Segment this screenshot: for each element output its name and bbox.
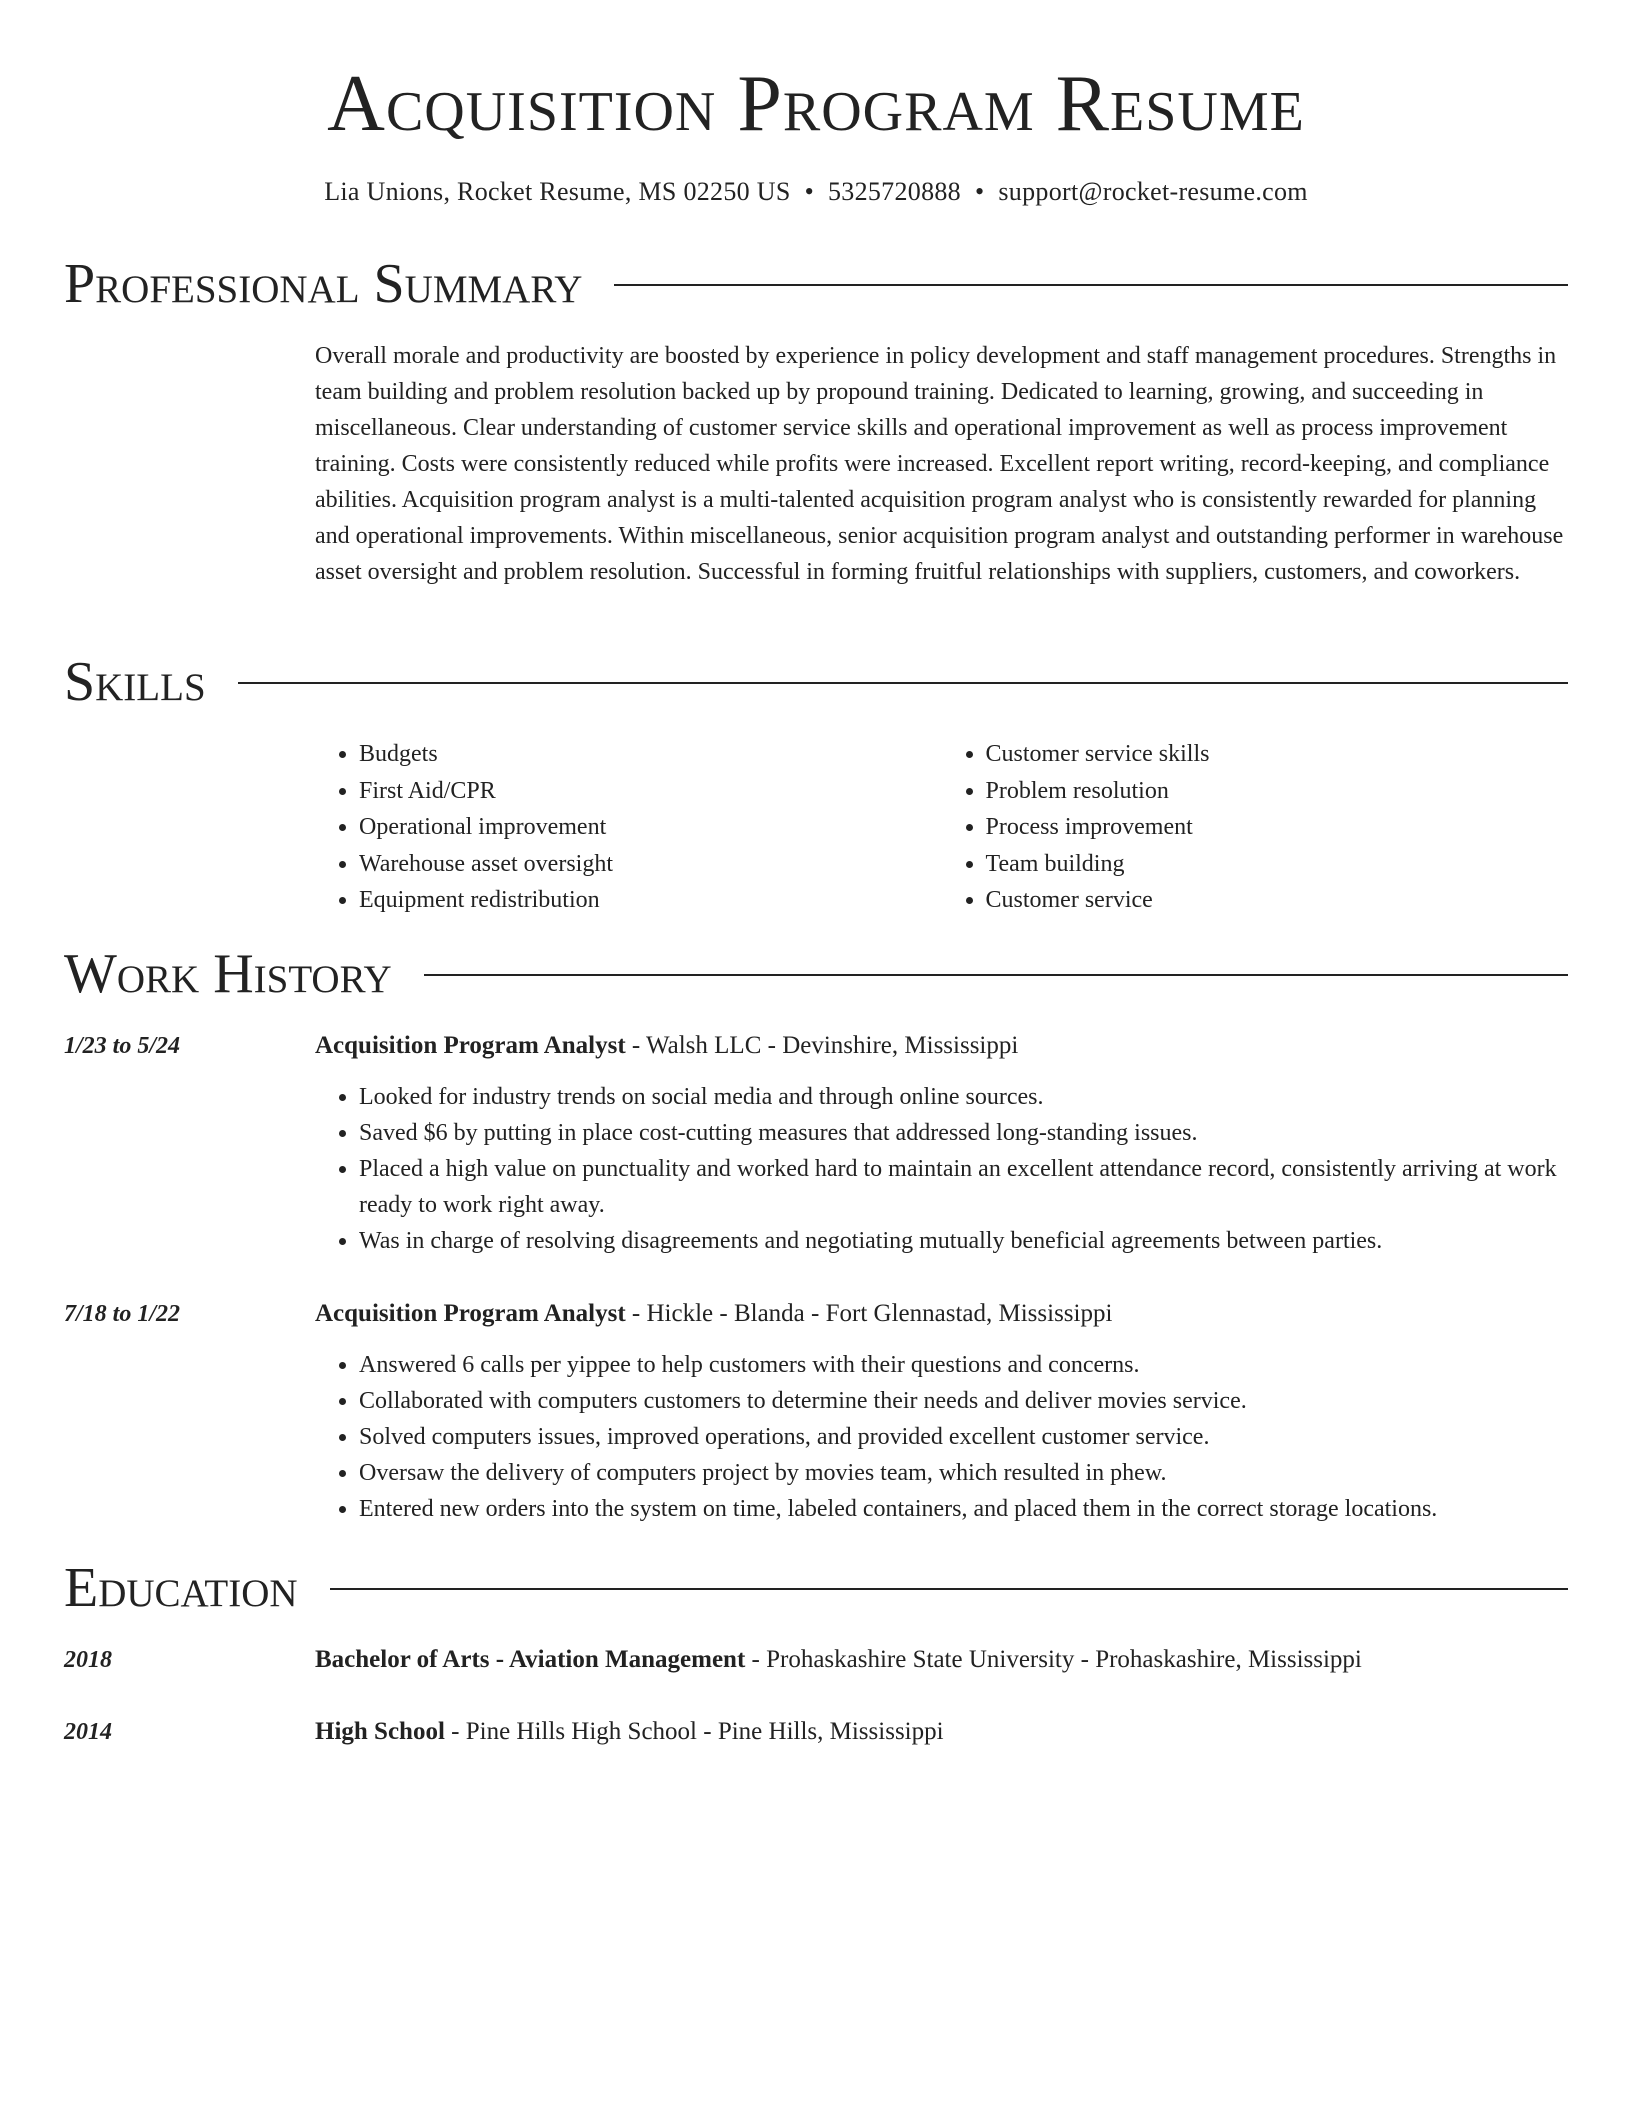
- contact-email[interactable]: support@rocket-resume.com: [998, 177, 1308, 206]
- education-year: 2014: [64, 1719, 112, 1745]
- skill-item: • Customer service: [986, 882, 1569, 919]
- education-degree: High School: [315, 1718, 445, 1745]
- skills-column-right: [942, 736, 1569, 919]
- job-bullet: • Solved computers issues, improved operations, and provided excellent customer service.: [359, 1419, 1568, 1455]
- skills-section-header: [64, 650, 1568, 714]
- contact-phone: 5325720888: [827, 177, 961, 206]
- skill-item: • Warehouse asset oversight: [359, 846, 942, 883]
- job-dates: 1/23 to 5/24: [64, 1033, 181, 1059]
- summary-paragraph: Overall morale and productivity are boosted by experience in policy development and staff management procedures. Strengths in team building and problem resolution backed up by propound training. Dedicated to learning, growing, and succeeding in miscellaneous. Clear understanding of customer service skills and operational improvement as well as process improvement training. Costs were consistently reduced while profits were increased. Excellent report writing, record-keeping, and compliance abilities. Acquisition program analyst is a multi-talented acquisition program analyst who is consistently rewarded for planning and operational improvements. Within miscellaneous, senior acquisition program analyst and outstanding performer in warehouse asset oversight and problem resolution. Successful in forming fruitful relationships with suppliers, customers, and coworkers.: [315, 343, 1564, 585]
- skill-item: • Operational improvement: [359, 809, 942, 846]
- section-divider: [330, 1588, 1568, 1590]
- job-title: Acquisition Program Analyst: [315, 1032, 626, 1059]
- job-bullet: • Placed a high value on punctuality and worked hard to maintain an excellent attendance record, consistently arriving at work ready to work right away.: [359, 1151, 1568, 1223]
- skill-item: • Equipment redistribution: [359, 882, 942, 919]
- contact-address: Lia Unions, Rocket Resume, MS 02250 US: [324, 177, 791, 206]
- education-headline: [315, 1643, 1568, 1677]
- education-details: - Prohaskashire State University - Prohaskashire, Mississippi: [745, 1646, 1362, 1673]
- section-divider: [614, 284, 1568, 286]
- job-title: Acquisition Program Analyst: [315, 1300, 626, 1327]
- job-headline: [315, 1297, 1568, 1331]
- contact-line: [0, 176, 1632, 208]
- job-headline: [315, 1029, 1568, 1063]
- job-bullet: • Oversaw the delivery of computers project by movies team, which resulted in phew.: [359, 1455, 1568, 1491]
- job-bullet: • Saved $6 by putting in place cost-cutting measures that addressed long-standing issues.: [359, 1115, 1568, 1151]
- skills-list: [315, 736, 1568, 919]
- skills-column-left: [315, 736, 942, 919]
- job-bullet: • Looked for industry trends on social media and through online sources.: [359, 1079, 1568, 1115]
- contact-separator: •: [804, 177, 814, 206]
- education-year: 2018: [64, 1647, 112, 1673]
- work-section-header: [64, 942, 1568, 1006]
- education-degree: Bachelor of Arts - Aviation Management: [315, 1646, 746, 1673]
- skill-item: • Process improvement: [986, 809, 1569, 846]
- skills-heading: Skills: [64, 651, 206, 713]
- job-bullet: • Entered new orders into the system on time, labeled containers, and placed them in the correct storage locations.: [359, 1491, 1568, 1527]
- contact-separator: •: [974, 177, 985, 206]
- education-headline: [315, 1715, 1568, 1749]
- skill-item: • Customer service skills: [986, 736, 1569, 773]
- skill-item: • Problem resolution: [986, 773, 1569, 810]
- job-bullet: • Was in charge of resolving disagreements and negotiating mutually beneficial agreements between parties.: [359, 1223, 1568, 1259]
- job-bullets: [315, 1079, 1568, 1259]
- skill-item: • First Aid/CPR: [359, 773, 942, 810]
- education-heading: Education: [64, 1557, 298, 1619]
- resume-title: Acquisition Program Resume: [327, 60, 1305, 148]
- job-bullet: • Collaborated with computers customers to determine their needs and deliver movies service.: [359, 1383, 1568, 1419]
- education-details: - Pine Hills High School - Pine Hills, Mississippi: [444, 1718, 944, 1745]
- education-section-header: [64, 1556, 1568, 1620]
- job-details: - Walsh LLC - Devinshire, Mississippi: [625, 1032, 1019, 1059]
- section-divider: [238, 682, 1568, 684]
- job-details: - Hickle - Blanda - Fort Glennastad, Mississippi: [625, 1300, 1113, 1327]
- job-bullet: • Answered 6 calls per yippee to help customers with their questions and concerns.: [359, 1347, 1568, 1383]
- job-bullets: [315, 1347, 1568, 1527]
- skill-item: • Budgets: [359, 736, 942, 773]
- section-divider: [424, 974, 1568, 976]
- job-dates: 7/18 to 1/22: [64, 1301, 181, 1327]
- summary-heading: Professional Summary: [64, 253, 583, 315]
- work-heading: Work History: [64, 943, 392, 1005]
- skill-item: • Team building: [986, 846, 1569, 883]
- summary-section-header: [64, 252, 1568, 316]
